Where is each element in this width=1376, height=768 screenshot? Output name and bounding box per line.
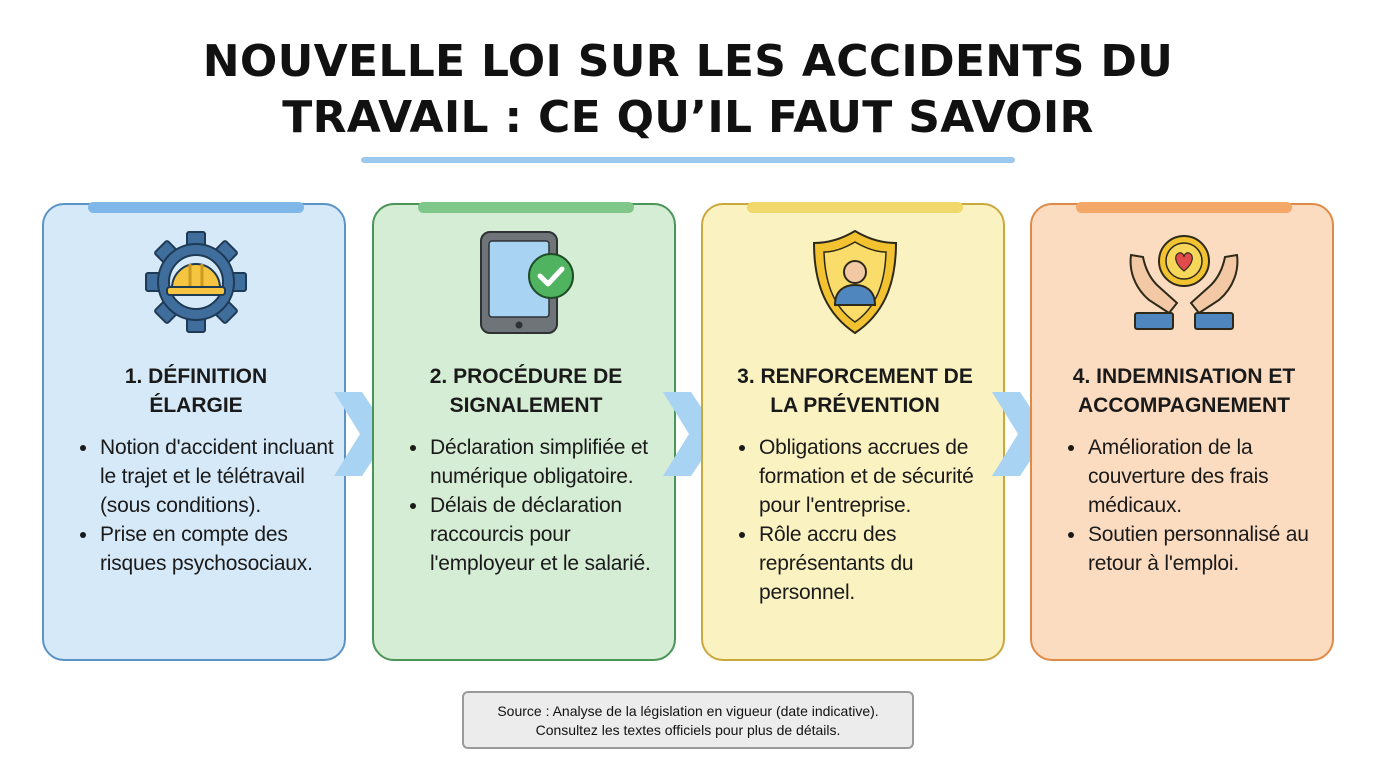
- card-tab: [1076, 202, 1292, 213]
- bullet-dot: [739, 532, 745, 538]
- card-heading-line: SIGNALEMENT: [449, 394, 603, 417]
- card-heading: [384, 362, 668, 420]
- page-title-line-1: NOUVELLE LOI SUR LES ACCIDENTS DU: [202, 36, 1174, 87]
- step-card-definition: [42, 203, 346, 661]
- card-tab: [747, 202, 963, 213]
- bullet-dot: [410, 445, 416, 451]
- bullet-list: [80, 433, 342, 578]
- step-card-prevention: [701, 203, 1005, 661]
- card-heading-line: ACCOMPAGNEMENT: [1078, 394, 1290, 417]
- gear-hardhat-icon: [131, 225, 261, 340]
- bullet-list: [1068, 433, 1330, 578]
- card-heading-line: 1. DÉFINITION: [124, 365, 268, 388]
- shield-person-icon: [790, 225, 920, 340]
- step-card-indemnisation: [1030, 203, 1334, 661]
- list-item: Délais de déclaration raccourcis pour l'employeur et le salarié.: [410, 491, 672, 578]
- card-heading-line: 3. RENFORCEMENT DE: [737, 365, 973, 388]
- card-heading-line: 2. PROCÉDURE DE: [429, 365, 623, 388]
- title-underline: [361, 157, 1015, 163]
- page-title-line-2: TRAVAIL : CE QU’IL FAUT SAVOIR: [282, 92, 1094, 143]
- bullet-dot: [1068, 532, 1074, 538]
- list-item: Soutien personnalisé au retour à l'emploi.: [1068, 520, 1330, 578]
- hands-heart-coin-icon: [1119, 225, 1249, 340]
- card-heading: [54, 362, 338, 420]
- list-item: Obligations accrues de formation et de sécurité pour l'entreprise.: [739, 433, 1001, 520]
- source-line: Consultez les textes officiels pour plus de détails.: [535, 722, 841, 738]
- card-heading: [713, 362, 997, 420]
- bullet-list: [410, 433, 672, 578]
- bullet-dot: [1068, 445, 1074, 451]
- card-tab: [418, 202, 634, 213]
- list-item: Notion d'accident incluant le trajet et le télétravail (sous conditions).: [80, 433, 342, 520]
- list-item: Rôle accru des représentants du personnel.: [739, 520, 1001, 607]
- bullet-dot: [410, 503, 416, 509]
- bullet-dot: [739, 445, 745, 451]
- list-item: Amélioration de la couverture des frais médicaux.: [1068, 433, 1330, 520]
- bullet-list: [739, 433, 1001, 607]
- card-heading-line: LA PRÉVENTION: [770, 394, 940, 417]
- card-heading-line: ÉLARGIE: [149, 394, 243, 417]
- list-item: Déclaration simplifiée et numérique obligatoire.: [410, 433, 672, 491]
- step-card-signalement: [372, 203, 676, 661]
- source-note: [462, 691, 914, 749]
- page-title: [88, 34, 1288, 146]
- tablet-checkmark-icon: [461, 225, 591, 340]
- list-item: Prise en compte des risques psychosociaux.: [80, 520, 342, 578]
- card-heading: [1042, 362, 1326, 420]
- bullet-dot: [80, 532, 86, 538]
- card-tab: [88, 202, 304, 213]
- source-line: Source : Analyse de la législation en vigueur (date indicative).: [497, 703, 879, 719]
- bullet-dot: [80, 445, 86, 451]
- card-heading-line: 4. INDEMNISATION ET: [1072, 365, 1296, 388]
